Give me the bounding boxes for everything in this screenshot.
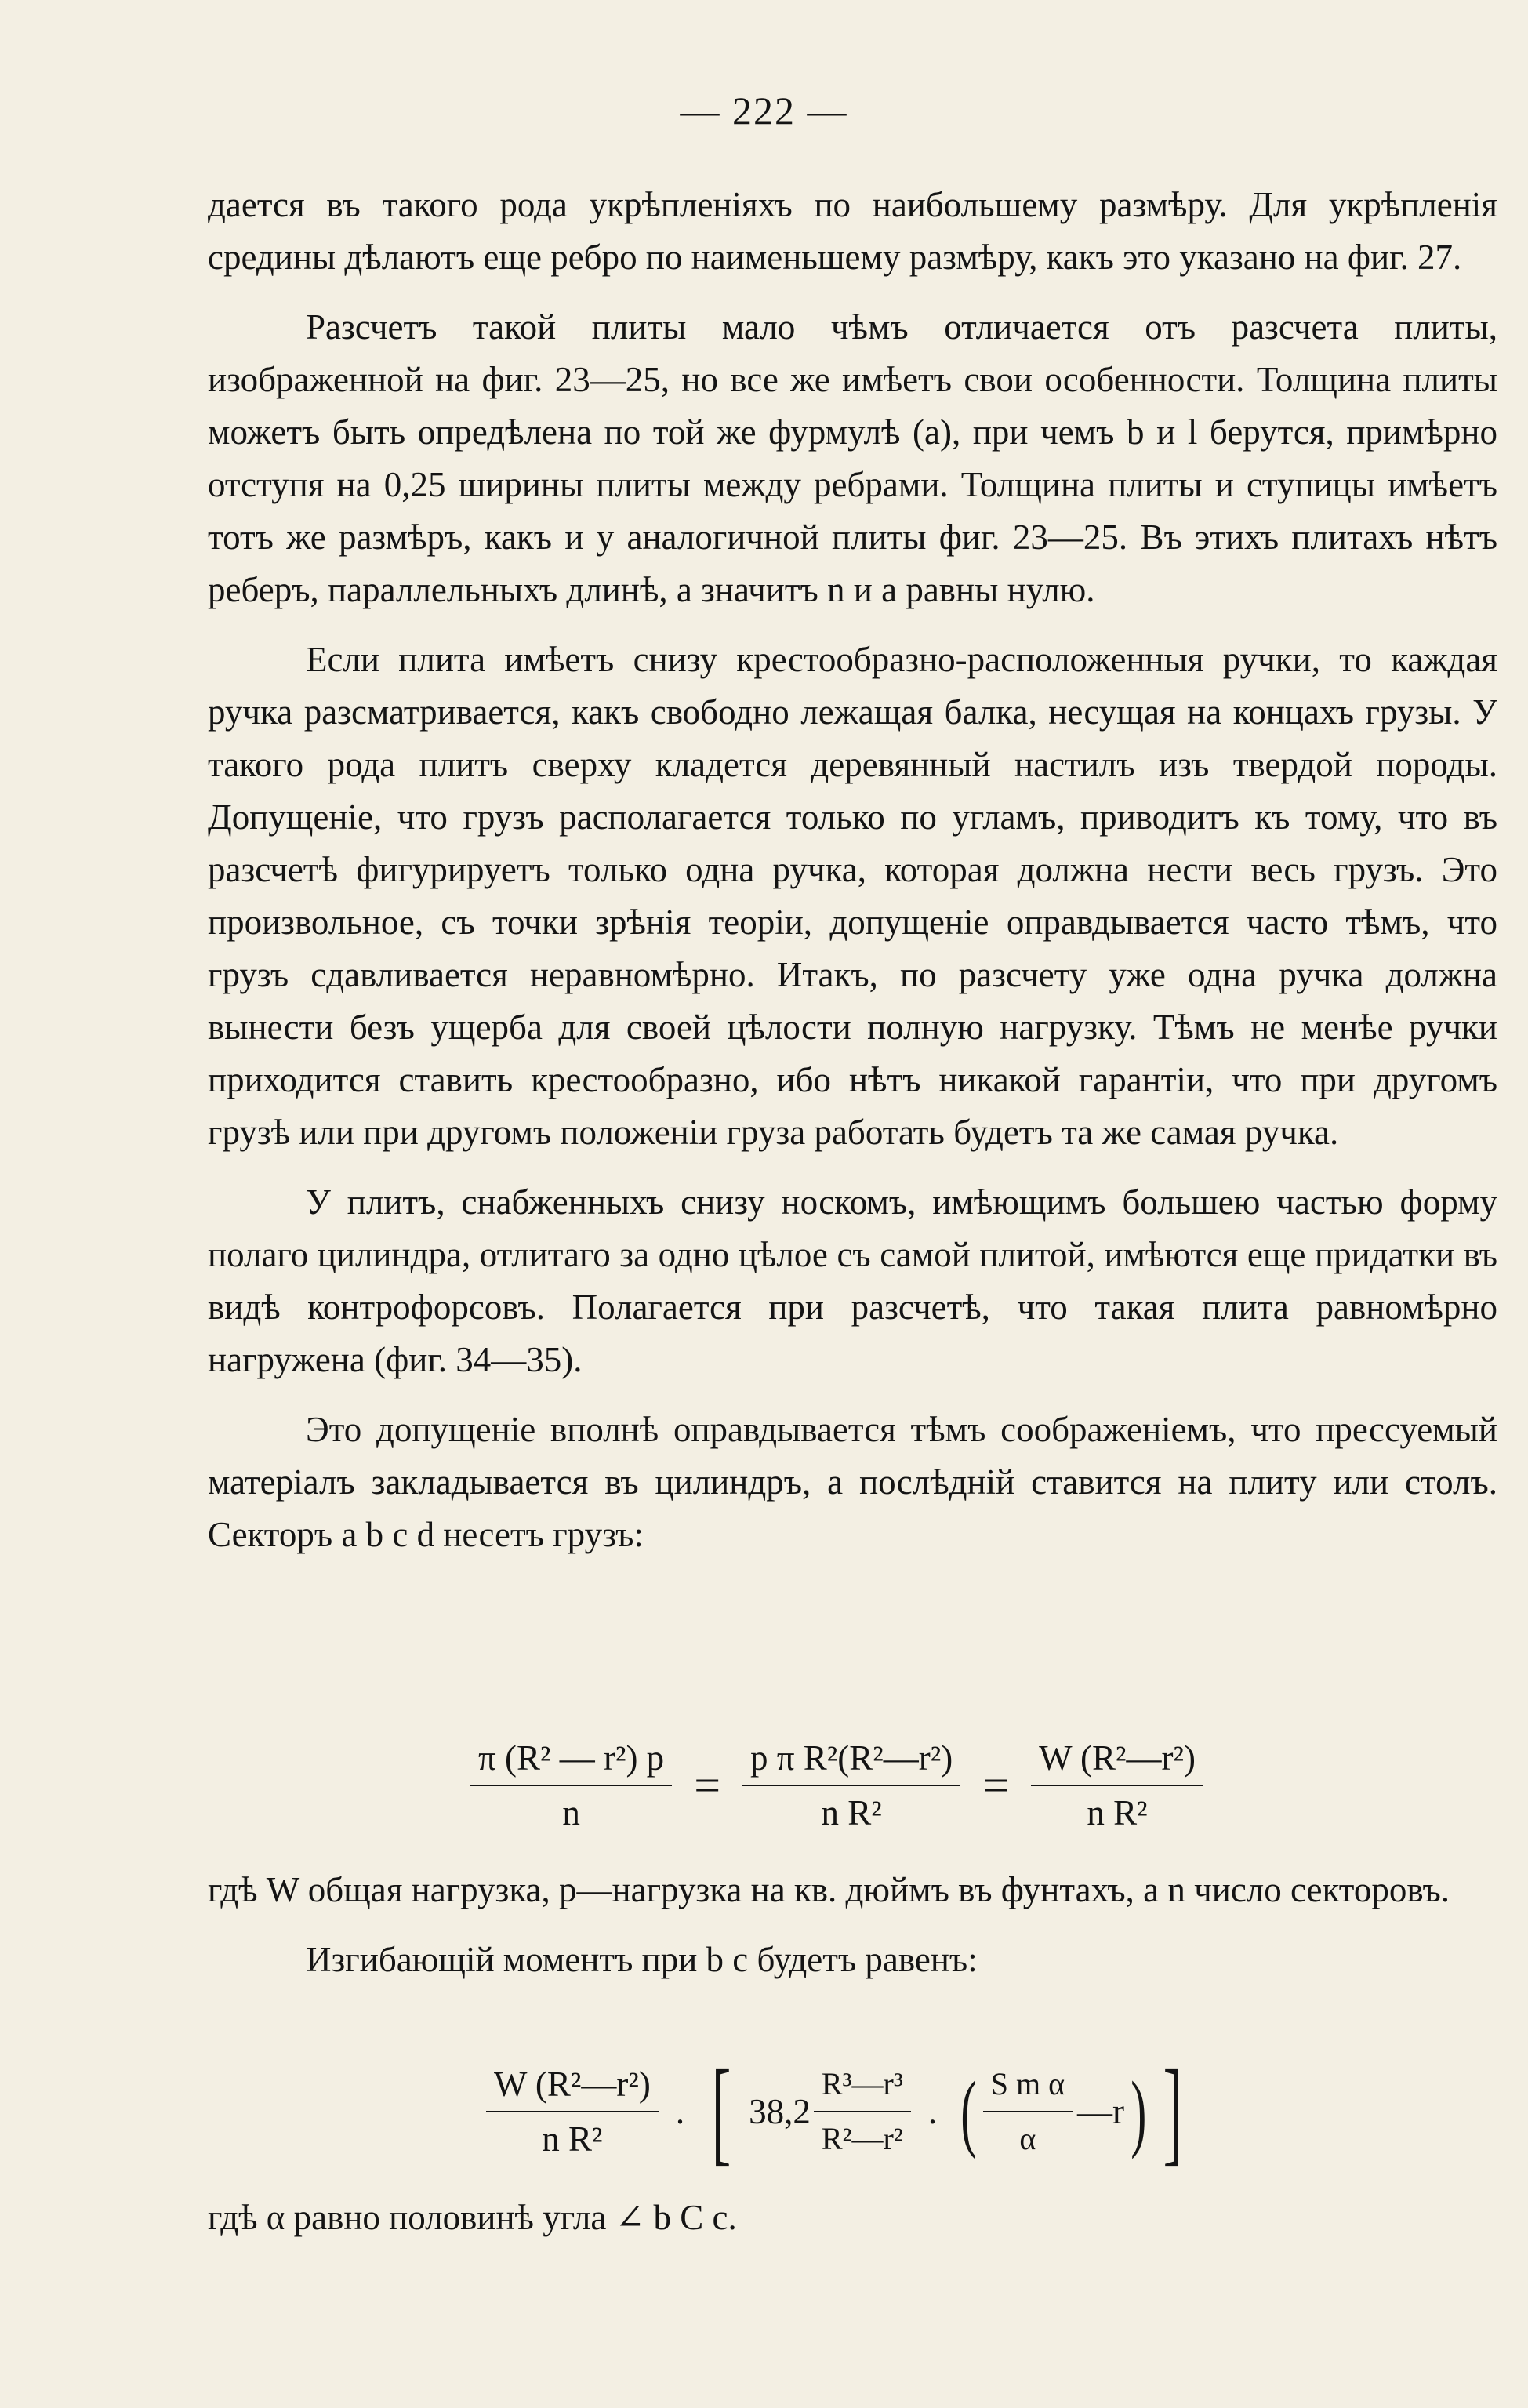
paragraph-3: Если плита имѣетъ снизу крестообразно-расположенныя ручки, то каждая ручка разсматривается, какъ свободно лежащая балка, несущая на концахъ грузы. У такого рода плитъ сверху кладется деревянный настилъ изъ твердой породы. Допущеніе, что грузъ располагается только по угламъ, приводитъ къ тому, что въ разсчетѣ фигурируетъ только одна ручка, которая должна нести весь грузъ. Это произвольное, съ точки зрѣнія теоріи, допущеніе оправдывается часто тѣмъ, что грузъ сдавливается неравномѣрно. Итакъ, по разсчету уже одна ручка должна вынести безъ ущерба для своей цѣлости полную нагрузку. Тѣмъ не менѣе ручки приходится ставить крестообразно, ибо нѣтъ никакой гарантіи, что при другомъ грузѣ или при другомъ положеніи груза работать будетъ та же самая ручка. (208, 640, 1497, 1152)
body-text-middle (208, 1864, 1497, 1986)
bracket-open: [ (711, 2047, 731, 2177)
minus-r: —r (1077, 2092, 1125, 2131)
page-number: — 222 — (680, 89, 848, 133)
paragraph-6: гдѣ W общая нагрузка, p—нагрузка на кв. дюймъ въ фунтахъ, а n число секторовъ. (208, 1870, 1450, 1909)
body-text-lower (208, 2192, 1497, 2244)
body-text-upper (208, 179, 1497, 1561)
equation-bending-moment: $\frac{\text{W (R²—r²)}}{\text{n R²}}$ . [ 38,2 $\frac{\text{R³—r³}}{\text{R²—r²}}$ . ( $\frac{\text{S m α}}{\alpha}$ —r ) ] (486, 2053, 1192, 2170)
fraction-3: $\frac{\text{W (R²—r²)}}{\text{n R²}}$ (1031, 1734, 1203, 1836)
paragraph-2: Разсчетъ такой плиты мало чѣмъ отличается отъ разсчета плиты, изображенной на фиг. 23—25, но все же имѣетъ свои особенности. Толщина плиты можетъ быть опредѣлена по той же фурмулѣ (a), при чемъ b и l берутся, примѣрно отступя на 0,25 ширины плиты между ребрами. Толщина плиты и ступицы имѣетъ тотъ же размѣръ, какъ и у аналогичной плиты фиг. 23—25. Въ этихъ плитахъ нѣтъ реберъ, параллельныхъ длинѣ, а значитъ n и a равны нулю. (208, 307, 1497, 609)
fraction-1: $\frac{\text{π (R² — r²) p}}{n}$ (470, 1734, 672, 1836)
paragraph-8: гдѣ α равно половинѣ угла ∠ b C c. (208, 2198, 737, 2237)
bracket-close: ] (1163, 2047, 1183, 2177)
paragraph-7: Изгибающій моментъ при b c будетъ равенъ: (306, 1940, 978, 1979)
equation-sector-load: $\frac{\text{π (R² — r²) p}}{n}$ = $\frac{\text{p π R²(R²—r²)}}{\text{n R²}}$ = $\frac{\text{W (R²—r²)}}{\text{n R²}}$ (470, 1734, 1203, 1836)
fraction-2: $\frac{\text{p π R²(R²—r²)}}{\text{n R²}}$ (742, 1734, 960, 1836)
paragraph-1: дается въ такого рода укрѣпленіяхъ по наибольшему размѣру. Для укрѣпленія средины дѣлаютъ еще ребро по наименьшему размѣру, какъ это указано на фиг. 27. (208, 185, 1497, 277)
fraction-radii: $\frac{\text{R³—r³}}{\text{R²—r²}}$ (814, 2061, 911, 2163)
paragraph-5: Это допущеніе вполнѣ оправдывается тѣмъ соображеніемъ, что прессуемый матеріалъ закладывается въ цилиндръ, а послѣдній ставится на плиту или столъ. Секторъ a b c d несетъ грузъ: (208, 1410, 1497, 1554)
paren-close: ) (1131, 2064, 1147, 2159)
paren-open: ( (960, 2064, 977, 2159)
fraction-load: $\frac{\text{W (R²—r²)}}{\text{n R²}}$ (486, 2061, 659, 2163)
fraction-angle: $\frac{\text{S m α}}{\alpha}$ (983, 2061, 1073, 2163)
coefficient: 38,2 (749, 2092, 811, 2131)
paragraph-4: У плитъ, снабженныхъ снизу носкомъ, имѣющимъ большею частью форму полаго цилиндра, отлитаго за одно цѣлое съ самой плитой, имѣются еще придатки въ видѣ контрофорсовъ. Полагается при разсчетѣ, что такая плита равномѣрно нагружена (фиг. 34—35). (208, 1182, 1497, 1379)
